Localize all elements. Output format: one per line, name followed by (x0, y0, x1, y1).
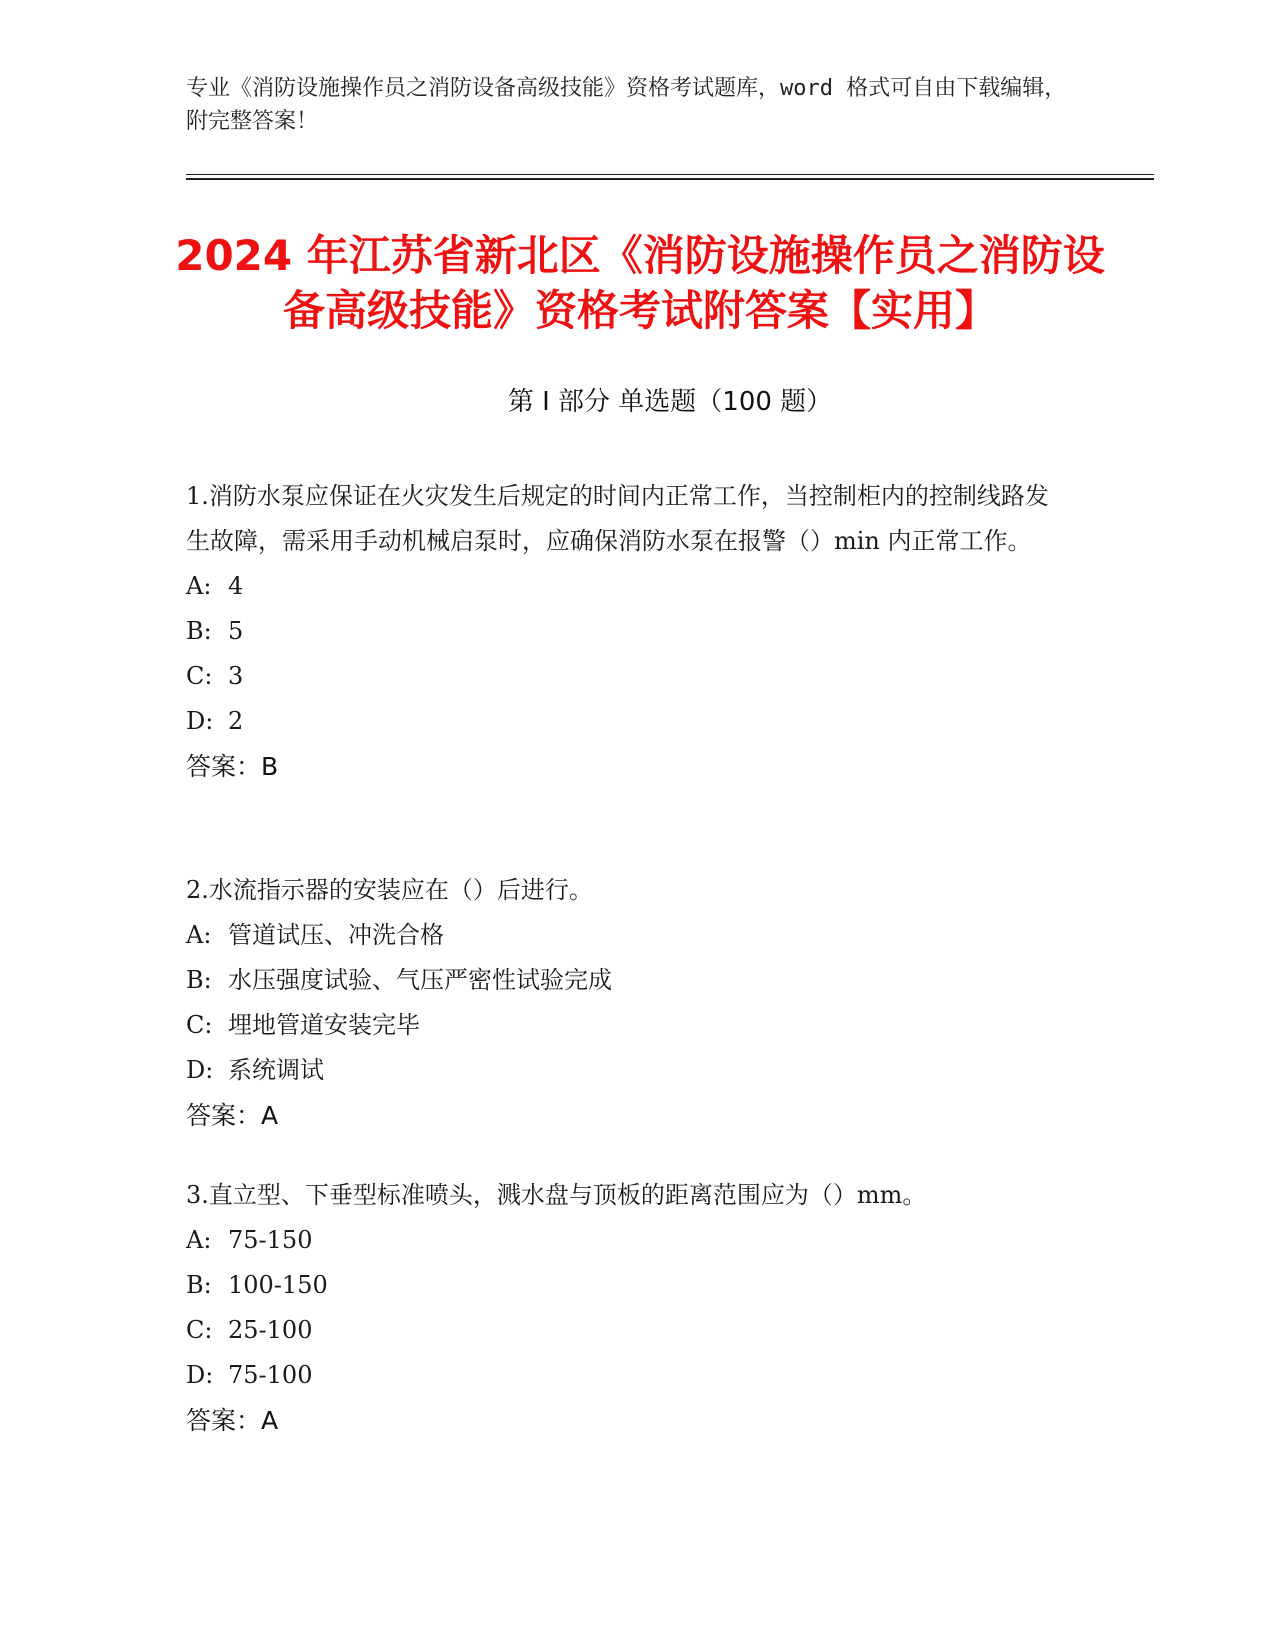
option-letter: B: (186, 966, 212, 994)
option-d (186, 699, 1066, 744)
option-a (186, 564, 1066, 609)
option-text: 5 (228, 617, 244, 645)
option-b (186, 1263, 1066, 1308)
option-letter: C: (186, 1316, 213, 1344)
option-d (186, 1048, 1066, 1093)
option-text: 2 (228, 707, 244, 735)
question-1 (186, 474, 1066, 789)
question-text: 2.水流指示器的安装应在（）后进行。 (186, 876, 593, 904)
option-d (186, 1353, 1066, 1398)
option-letter: A: (186, 1226, 212, 1254)
header-divider-thick (186, 178, 1154, 180)
option-text: 管道试压、冲洗合格 (228, 921, 444, 949)
section-title: 第 I 部分 单选题（100 题） (507, 387, 833, 417)
option-text: 3 (228, 662, 244, 690)
option-text: 75-100 (228, 1361, 313, 1389)
answer: 答案：B (186, 752, 279, 781)
question-text: 3.直立型、下垂型标准喷头，溅水盘与顶板的距离范围应为（）mm。 (186, 1181, 927, 1209)
option-letter: B: (186, 617, 212, 645)
option-letter: D: (186, 707, 214, 735)
option-letter: D: (186, 1056, 214, 1084)
document-title: 2024 年江苏省新北区《消防设施操作员之消防设备高级技能》资格考试附答案【实用】 (175, 231, 1105, 335)
option-text: 75-150 (228, 1226, 313, 1254)
option-text: 4 (228, 572, 244, 600)
option-c (186, 1003, 1066, 1048)
option-text: 水压强度试验、气压严密性试验完成 (228, 966, 612, 994)
option-b (186, 609, 1066, 654)
option-text: 系统调试 (228, 1056, 324, 1084)
header-divider-thin (186, 174, 1154, 175)
option-text: 埋地管道安装完毕 (228, 1011, 420, 1039)
option-a (186, 1218, 1066, 1263)
option-c (186, 1308, 1066, 1353)
option-letter: D: (186, 1361, 214, 1389)
answer: 答案：A (186, 1101, 279, 1130)
option-letter: C: (186, 662, 213, 690)
option-letter: A: (186, 572, 212, 600)
option-text: 100-150 (228, 1271, 328, 1299)
option-letter: A: (186, 921, 212, 949)
header-note: 专业《消防设施操作员之消防设备高级技能》资格考试题库，word 格式可自由下载编辑，附完整答案！ (186, 76, 1067, 134)
question-2 (186, 868, 1066, 1138)
question-text: 1.消防水泵应保证在火灾发生后规定的时间内正常工作，当控制柜内的控制线路发生故障，需采用手动机械启泵时，应确保消防水泵在报警（）min 内正常工作。 (186, 482, 1049, 555)
option-b (186, 958, 1066, 1003)
option-a (186, 913, 1066, 958)
answer: 答案：A (186, 1406, 279, 1435)
option-text: 25-100 (228, 1316, 313, 1344)
option-letter: B: (186, 1271, 212, 1299)
option-letter: C: (186, 1011, 213, 1039)
question-3 (186, 1173, 1066, 1443)
option-c (186, 654, 1066, 699)
